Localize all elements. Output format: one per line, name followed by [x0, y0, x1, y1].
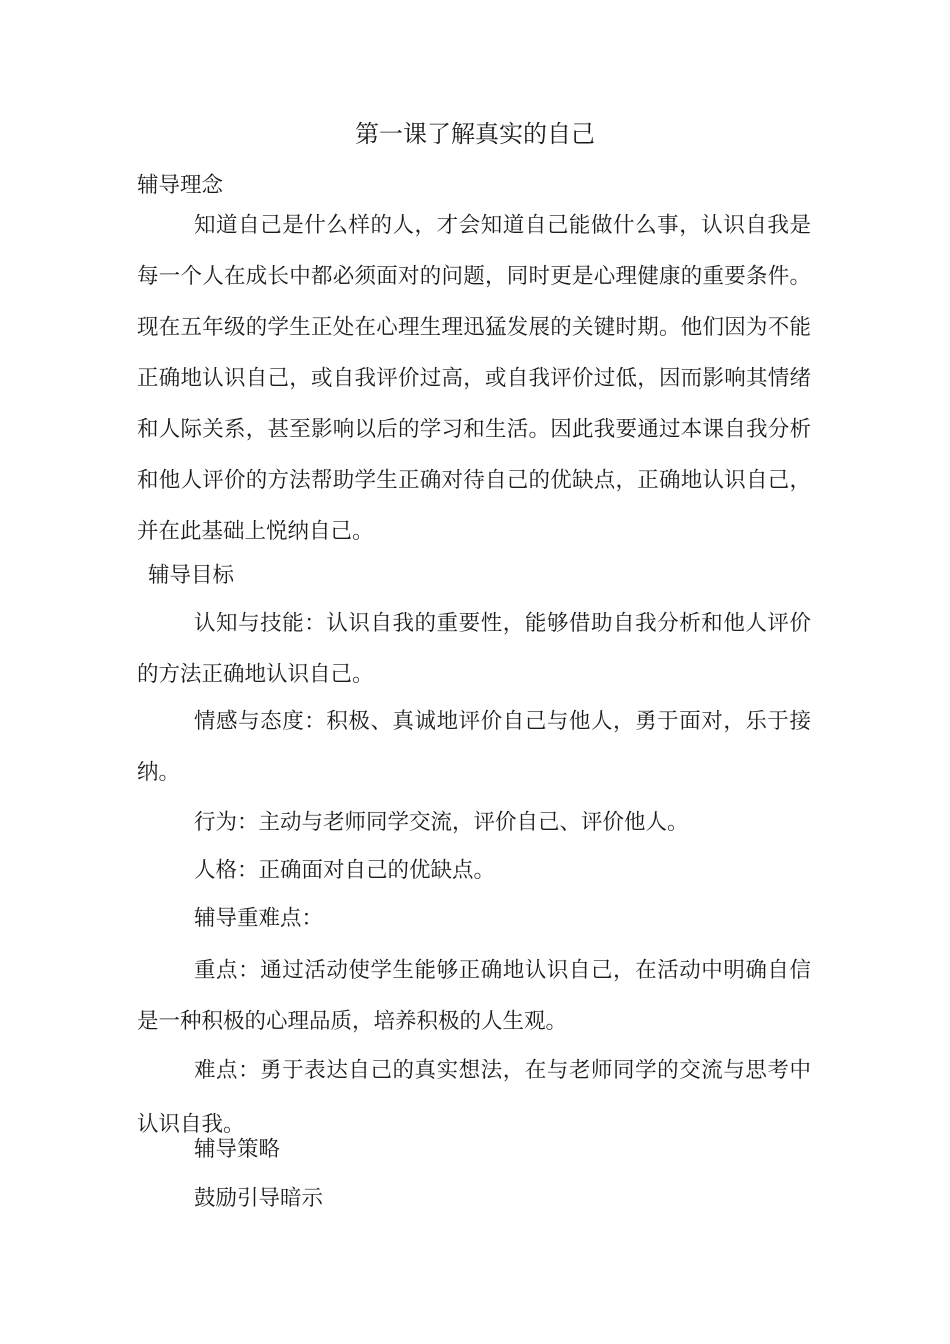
goal-personality-line: 人格：正确面对自己的优缺点。: [194, 858, 496, 883]
goals-heading: 辅导目标: [148, 563, 235, 588]
strategy-line: 鼓励引导暗示: [194, 1186, 324, 1211]
page-title: 第一课了解真实的自己: [355, 120, 595, 148]
key-point-paragraph: 重点：通过活动使学生能够正确地认识自己，在活动中明确自信是一种积极的心理品质，培养积极的人生观。: [137, 958, 811, 1034]
difficult-point-paragraph: 难点：勇于表达自己的真实想法，在与老师同学的交流与思考中认识自我。: [137, 1058, 811, 1137]
goal-cognition-paragraph: 认知与技能：认识自我的重要性，能够借助自我分析和他人评价的方法正确地认识自己。: [137, 611, 811, 687]
philosophy-heading: 辅导理念: [137, 173, 224, 198]
goal-emotion-paragraph: 情感与态度：积极、真诚地评价自己与他人，勇于面对，乐于接纳。: [137, 709, 811, 785]
strategy-heading: 辅导策略: [194, 1137, 281, 1162]
philosophy-paragraph: 知道自己是什么样的人，才会知道自己能做什么事，认识自我是每一个人在成长中都必须面对的问题，同时更是心理健康的重要条件。现在五年级的学生正处在心理生理迅猛发展的关键时期。他们因为不能正确地认识自己，或自我评价过高，或自我评价过低，因而影响其情绪和人际关系，甚至影响以后的学习和生活。因此我要通过本课自我分析和他人评价的方法帮助学生正确对待自己的优缺点，正确地认识自己，并在此基础上悦纳自己。: [137, 213, 811, 544]
key-points-heading: 辅导重难点：: [194, 906, 324, 931]
goal-behavior-line: 行为：主动与老师同学交流，评价自己、评价他人。: [194, 810, 689, 835]
